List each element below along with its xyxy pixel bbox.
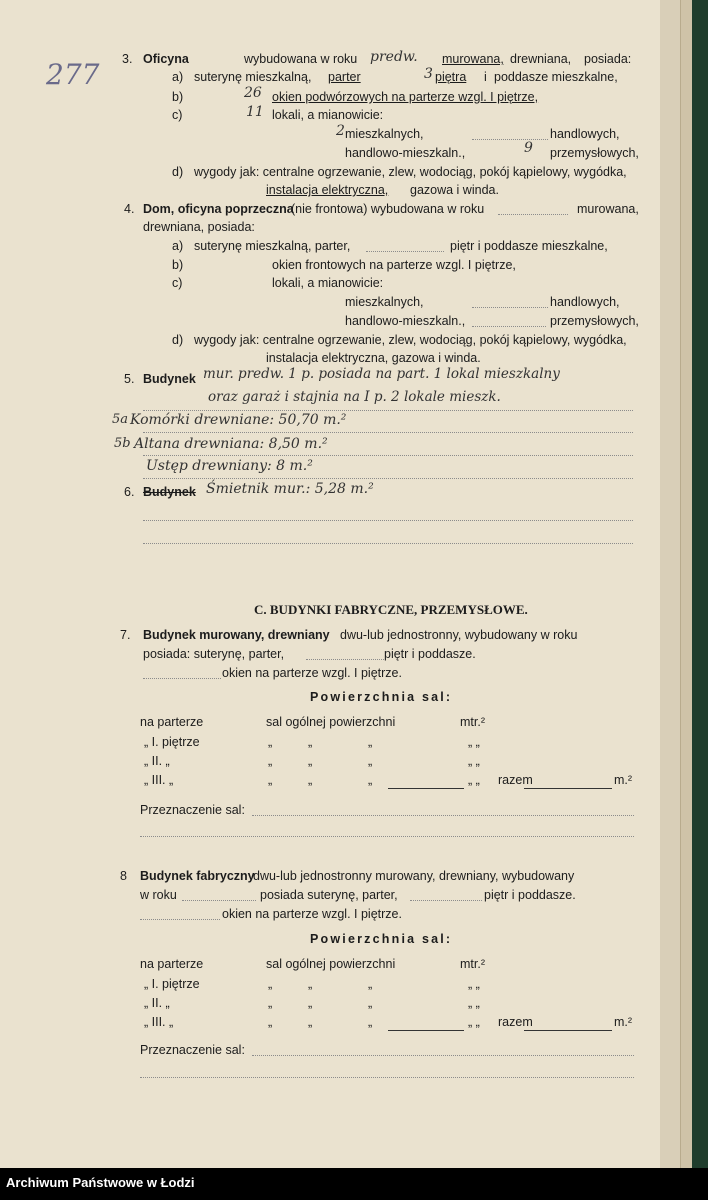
- s8-m2: m.²: [614, 1015, 633, 1029]
- s7-title: Budynek murowany, drewniany: [143, 628, 330, 642]
- s3-number: 3.: [122, 52, 133, 66]
- s8-row1-q1: „: [268, 977, 273, 991]
- s4-b-text: okien frontowych na parterze wzgl. I piętrze,: [272, 258, 516, 272]
- s8-purpose-label: Przeznaczenie sal:: [140, 1043, 245, 1057]
- s4-a-label: a): [172, 239, 184, 253]
- s7-number: 7.: [120, 628, 131, 642]
- s8-line3: okien na parterze wzgl. I piętrze.: [222, 907, 402, 921]
- s7-row2-q3: „: [368, 754, 373, 768]
- s4-d-text: wygody jak: centralne ogrzewanie, zlew, wodociąg, pokój kąpielowy, wygódka,: [194, 333, 627, 347]
- s7-row2-q1: „: [268, 754, 273, 768]
- s3-a-floors-handwritten: 3: [424, 66, 433, 82]
- s8-row3-q4: „ „: [468, 1015, 480, 1029]
- s4-d-label: d): [172, 333, 184, 347]
- s3-mixed: handlowo-mieszkaln.,: [345, 146, 466, 160]
- archive-label: Archiwum Państwowe w Łodzi: [6, 1175, 195, 1190]
- s6-title: Budynek: [143, 485, 196, 499]
- s8-line2c: piętr i poddasze.: [484, 888, 576, 902]
- s4-line2: drewniana, posiada:: [143, 220, 255, 234]
- s6-number: 6.: [124, 485, 135, 499]
- s3-a-label: a): [172, 70, 184, 84]
- s7-row1-q1: „: [268, 735, 273, 749]
- s3-posiada: posiada:: [584, 52, 632, 66]
- s4-a-rest: piętr i poddasze mieszkalne,: [450, 239, 608, 253]
- s3-industrial: przemysłowych,: [550, 146, 639, 160]
- s4-commercial: handlowych,: [550, 295, 620, 309]
- s7-m2: m.²: [614, 773, 633, 787]
- s7-row1-q2: „: [308, 735, 313, 749]
- s7-row1-q4: „ „: [468, 735, 480, 749]
- adjacent-page-edge: [660, 0, 708, 1168]
- s3-title: Oficyna: [143, 52, 189, 66]
- s7-ground-floor: na parterze: [140, 715, 204, 729]
- s7-purpose-label: Przeznaczenie sal:: [140, 803, 245, 817]
- s8-total-label: razem: [498, 1015, 533, 1029]
- s4-d2-text: instalacja elektryczna, gazowa i winda.: [266, 351, 481, 365]
- s7-total-label: razem: [498, 773, 533, 787]
- s8-row2-q1: „: [268, 996, 273, 1010]
- s7-row3-q4: „ „: [468, 773, 480, 787]
- s4-rest: (nie frontowa) wybudowana w roku: [291, 202, 485, 216]
- s3-residential: mieszkalnych,: [345, 127, 424, 141]
- s8-ground-floor: na parterze: [140, 957, 204, 971]
- s8-row3-q3: „: [368, 1015, 373, 1029]
- s3-commercial: handlowych,: [550, 127, 620, 141]
- s8-title: Budynek fabryczny: [140, 869, 255, 883]
- s7-mtr: mtr.²: [460, 715, 485, 729]
- s8-row2-q2: „: [308, 996, 313, 1010]
- s8-row1: „ I. piętrze: [144, 977, 200, 991]
- s4-b-label: b): [172, 258, 184, 272]
- s7-row3: „ III. „: [144, 773, 174, 787]
- s3-a-rest: poddasze mieszkalne,: [494, 70, 618, 84]
- hw-5b-number: 5b: [114, 436, 131, 451]
- s3-year-handwritten: predw.: [370, 49, 418, 65]
- s4-residential: mieszkalnych,: [345, 295, 424, 309]
- hw-5b-text: Altana drewniana: 8,50 m.²: [134, 436, 328, 452]
- s3-b-windows-handwritten: 26: [244, 85, 262, 101]
- s8-number: 8: [120, 869, 127, 883]
- s3-murowana: murowana,: [442, 52, 504, 66]
- s3-industrial-handwritten: 9: [524, 140, 533, 156]
- s8-row2-q4: „ „: [468, 996, 480, 1010]
- hw-5a-text: Komórki drewniane: 50,70 m.²: [130, 412, 347, 428]
- s3-d2-rest: gazowa i winda.: [410, 183, 499, 197]
- s8-row3-q2: „: [308, 1015, 313, 1029]
- hw-toilet-text: Ustęp drewniany: 8 m.²: [146, 458, 313, 474]
- s8-line2b: posiada suterynę, parter,: [260, 888, 398, 902]
- s3-residential-handwritten: 2: [336, 123, 345, 139]
- s8-row1-q4: „ „: [468, 977, 480, 991]
- s3-b-label: b): [172, 90, 184, 104]
- s7-surface-heading: Powierzchnia sal:: [310, 690, 453, 704]
- s7-line3: okien na parterze wzgl. I piętrze.: [222, 666, 402, 680]
- s3-d2-electric: instalacja elektryczna,: [266, 183, 389, 197]
- s3-d-text: wygody jak: centralne ogrzewanie, zlew, wodociąg, pokój kąpielowy, wygódka,: [194, 165, 627, 179]
- s7-row2-q2: „: [308, 754, 313, 768]
- s4-murowana: murowana,: [577, 202, 639, 216]
- page-number: 277: [46, 58, 100, 91]
- s8-rest: dwu-lub jednostronny murowany, drewniany, wybudowany: [253, 869, 575, 883]
- section-c-heading: C. BUDYNKI FABRYCZNE, PRZEMYSŁOWE.: [254, 602, 528, 617]
- s8-mtr: mtr.²: [460, 957, 485, 971]
- s7-row3-q1: „: [268, 773, 273, 787]
- s3-b-text: okien podwórzowych na parterze wzgl. I piętrze,: [272, 90, 539, 104]
- s7-total-area: sal ogólnej powierzchni: [266, 715, 396, 729]
- s4-title: Dom, oficyna poprzeczna: [143, 202, 294, 216]
- s7-row3-q2: „: [308, 773, 313, 787]
- hw-5a-number: 5a: [112, 412, 129, 427]
- s8-row2-q3: „: [368, 996, 373, 1010]
- s4-industrial: przemysłowych,: [550, 314, 639, 328]
- s7-row1: „ I. piętrze: [144, 735, 200, 749]
- s3-drewniana: drewniana,: [510, 52, 572, 66]
- s5-handwritten-line1: mur. predw. 1 p. posiada na part. 1 lokal mieszkalny: [203, 366, 560, 382]
- s4-c-text: lokali, a mianowicie:: [272, 276, 384, 290]
- s8-row2: „ II. „: [144, 996, 170, 1010]
- s8-row3: „ III. „: [144, 1015, 174, 1029]
- s5-handwritten-line2: oraz garaż i stajnia na I p. 2 lokale mieszk.: [208, 389, 501, 405]
- s8-surface-heading: Powierzchnia sal:: [310, 932, 453, 946]
- s4-c-label: c): [172, 276, 183, 290]
- s8-total-area: sal ogólnej powierzchni: [266, 957, 396, 971]
- s5-number: 5.: [124, 372, 135, 386]
- s3-a-parter: parter: [328, 70, 361, 84]
- s4-mixed: handlowo-mieszkaln.,: [345, 314, 466, 328]
- s8-row1-q3: „: [368, 977, 373, 991]
- s4-number: 4.: [124, 202, 135, 216]
- s4-a-text: suterynę mieszkalną, parter,: [194, 239, 351, 253]
- s7-row2-q4: „ „: [468, 754, 480, 768]
- s3-built: wybudowana w roku: [244, 52, 358, 66]
- s7-row1-q3: „: [368, 735, 373, 749]
- s8-row3-q1: „: [268, 1015, 273, 1029]
- s3-c-units-handwritten: 11: [246, 104, 264, 120]
- s3-a-i: i: [484, 70, 487, 84]
- s8-row1-q2: „: [308, 977, 313, 991]
- s3-c-label: c): [172, 108, 183, 122]
- s7-rest: dwu-lub jednostronny, wybudowany w roku: [340, 628, 578, 642]
- s7-line2: posiada: suterynę, parter,: [143, 647, 285, 661]
- s7-row3-q3: „: [368, 773, 373, 787]
- s3-d-label: d): [172, 165, 184, 179]
- s3-a-text: suterynę mieszkalną,: [194, 70, 312, 84]
- s7-row2: „ II. „: [144, 754, 170, 768]
- s3-a-pietra: piętra: [435, 70, 467, 84]
- s8-line2a: w roku: [140, 888, 177, 902]
- archive-footer: [0, 1168, 708, 1200]
- s6-handwritten: Śmietnik mur.: 5,28 m.²: [206, 481, 374, 497]
- s3-c-text: lokali, a mianowicie:: [272, 108, 384, 122]
- s7-line2-rest: piętr i poddasze.: [384, 647, 476, 661]
- s5-title: Budynek: [143, 372, 196, 386]
